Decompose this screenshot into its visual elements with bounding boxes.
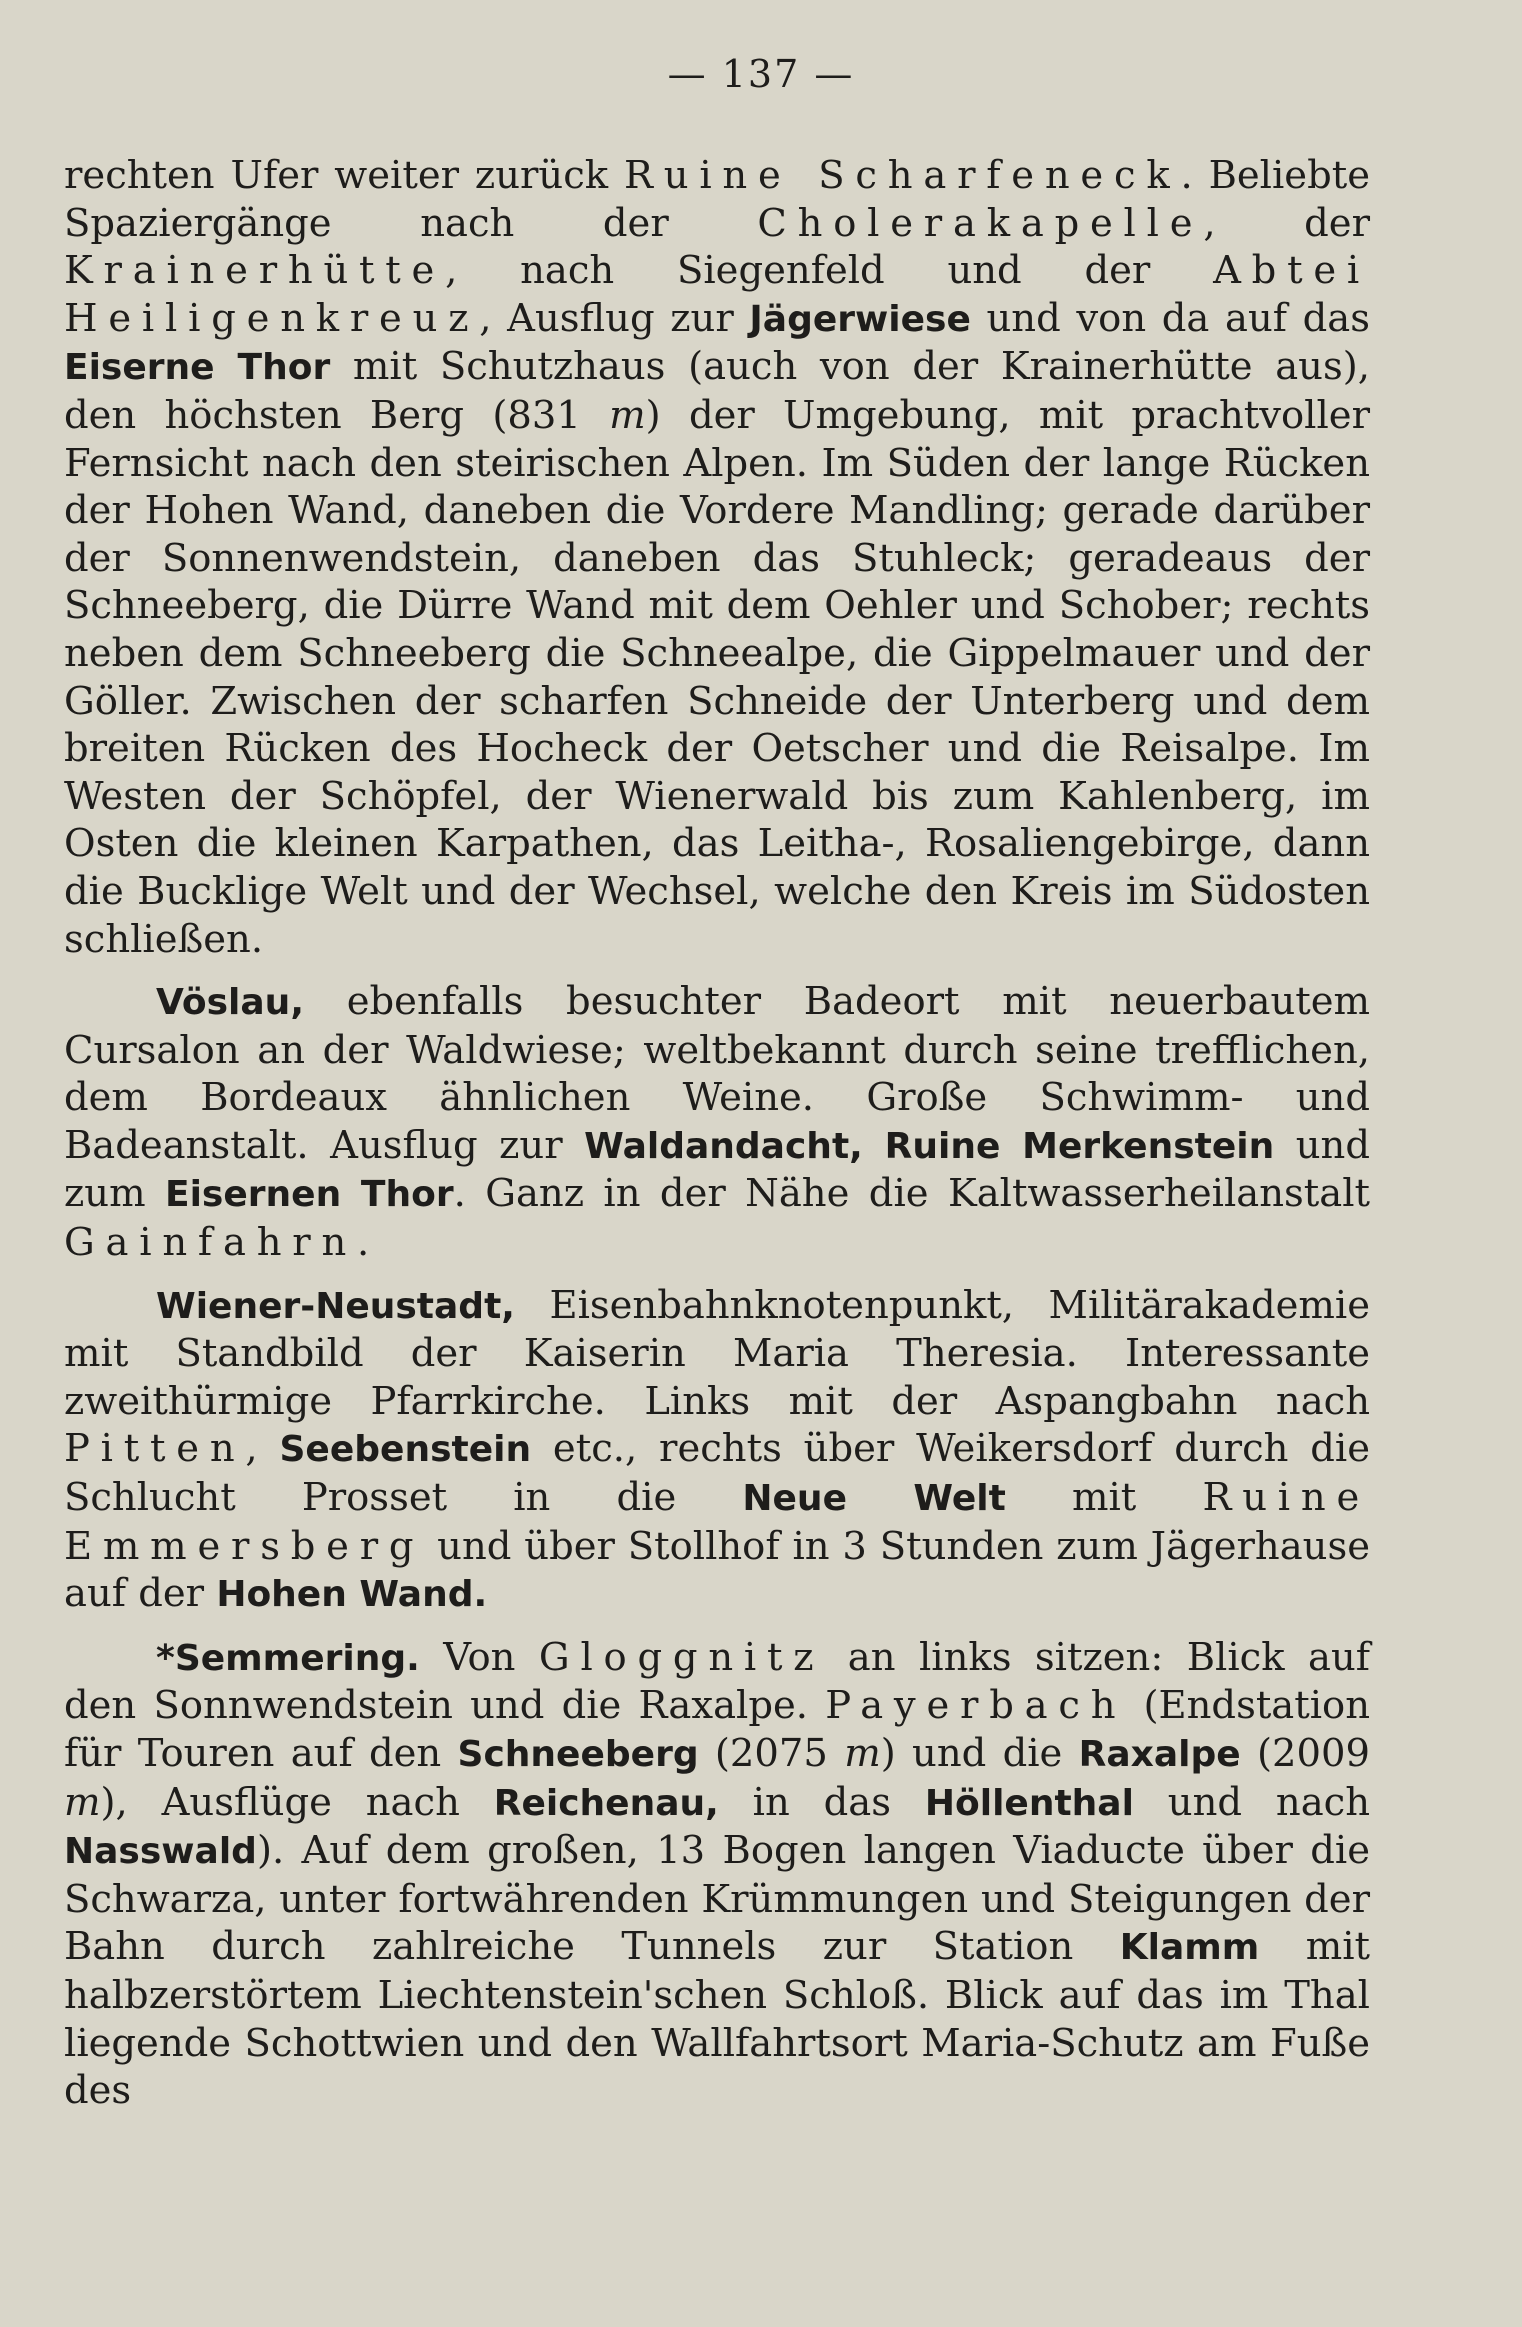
text-run: . xyxy=(357,1220,370,1266)
paragraph xyxy=(64,978,1370,1267)
text-run: m xyxy=(64,1779,101,1825)
spaced-name: Ruine Emmersberg xyxy=(64,1475,1371,1569)
bold-place-name: Höllenthal xyxy=(924,1782,1134,1824)
text-run: , xyxy=(245,1426,280,1472)
bold-place-name: Eiserne Thor xyxy=(64,347,331,389)
paragraph xyxy=(64,1634,1370,2115)
bold-place-name: Vöslau, xyxy=(156,982,304,1024)
bold-place-name: *Semmering. xyxy=(156,1637,420,1679)
spaced-name: Gloggnitz xyxy=(538,1634,825,1680)
spaced-name: Ruine Scharfeneck xyxy=(624,153,1181,198)
text-run: Eisenbahnknotenpunkt, Militärakademie mit Standbild der Kaiserin Maria Theresia. Interessante zweithürmige Pfarrkirche. Links mit der Aspangbahn nach xyxy=(64,1282,1370,1424)
text-run: . Beliebte Spaziergänge nach der xyxy=(64,153,1370,246)
spaced-name: Pitten xyxy=(64,1426,246,1472)
text-run: ) und die xyxy=(880,1731,1079,1776)
paragraph xyxy=(64,152,1370,963)
text-run: etc., rechts über Weikersdorf durch die Schlucht Prosset in die xyxy=(64,1426,1370,1521)
spaced-name: Payerbach xyxy=(825,1683,1127,1729)
text-run: . Ganz in der Nähe die Kaltwasserheilanstalt xyxy=(453,1171,1370,1217)
text-run: mit halbzerstörtem Liechtenstein'schen Schloß. Blick auf das im Thal liegende Schottwien und den Wallfahrtsort Maria-Schutz am Fuße des xyxy=(64,1924,1371,2114)
bold-place-name: Reichenau, xyxy=(493,1782,719,1824)
text-run: , Ausflug zur xyxy=(479,295,750,341)
text-run: in das xyxy=(718,1779,925,1825)
text-run: rechten Ufer weiter zurück xyxy=(64,153,624,198)
text-run: , der xyxy=(1203,200,1370,246)
page-number: — 137 — xyxy=(667,52,855,96)
spaced-name: Abtei Heiligenkreuz xyxy=(64,248,1370,341)
text-run: , nach Siegenfeld und der xyxy=(445,248,1214,294)
text-run: mit Schutzhaus (auch von der Krainerhütte aus), den höchsten Berg (831 xyxy=(64,344,1370,438)
spaced-name: Gainfahrn xyxy=(64,1220,358,1266)
bold-place-name: Neue Welt xyxy=(742,1478,1006,1520)
bold-place-name: Raxalpe xyxy=(1078,1734,1241,1775)
text-run: m xyxy=(844,1731,881,1776)
bold-place-name: Jägerwiese xyxy=(749,298,971,340)
text-body xyxy=(64,152,1370,2115)
bold-place-name: Waldandacht, Ruine Merkenstein xyxy=(584,1125,1275,1167)
spaced-name: Cholerakapelle xyxy=(757,200,1204,246)
bold-place-name: Klamm xyxy=(1119,1927,1260,1969)
paragraph xyxy=(64,1282,1370,1619)
text-run: an links sitzen: Blick auf den Sonnwendstein und die Raxalpe. xyxy=(64,1634,1370,1729)
text-run: (2009 xyxy=(1240,1731,1371,1776)
text-run: Von xyxy=(419,1634,539,1680)
text-run: und von da auf das xyxy=(970,295,1370,341)
text-run: und über Stollhof in 3 Stunden zum Jägerhause auf der xyxy=(64,1523,1370,1617)
text-run: ) der Umgebung, mit prachtvoller Fernsicht nach den steirischen Alpen. Im Süden der lange Rücken der Hohen Wand, daneben die Vordere Mandling; gerade darüber der Sonnenwendstein, daneben das Stuhleck; geradeaus der Schneeberg, die Dürre Wand mit dem Oehler und Schober; rechts neben dem Schneeberg die Schneealpe, die Gippelmauer und der Göller. Zwischen der scharfen Schneide der Unterberg und dem breiten Rücken des Hocheck der Oetscher und die Reisalpe. Im Westen der Schöpfel, der Wienerwald bis zum Kahlenberg, im Osten die kleinen Karpathen, das Leitha-, Rosaliengebirge, dann die Bucklige Welt und der Wechsel, welche den Kreis im Südosten schließen. xyxy=(64,392,1370,962)
text-run: ), Ausflüge nach xyxy=(100,1779,494,1825)
bold-place-name: Nasswald xyxy=(64,1831,257,1873)
bold-place-name: Seebenstein xyxy=(279,1429,532,1471)
text-run: (2075 xyxy=(698,1731,845,1776)
text-run: m xyxy=(609,392,646,438)
bold-place-name: Schneeberg xyxy=(457,1734,699,1775)
text-run: und nach xyxy=(1133,1779,1370,1825)
text-run: mit xyxy=(1005,1475,1203,1521)
bold-place-name: Eisernen Thor xyxy=(165,1174,454,1216)
text-run: und zum xyxy=(64,1122,1370,1217)
bold-place-name: Wiener-Neustadt, xyxy=(156,1285,515,1327)
spaced-name: Krainerhütte xyxy=(64,248,446,294)
text-run: ebenfalls besuchter Badeort mit neuerbautem Cursalon an der Waldwiese; weltbekannt durch seine trefflichen, dem Bordeaux ähnlichen Weine. Große Schwimm- und Badeanstalt. Ausflug zur xyxy=(64,979,1370,1168)
text-run: ). Auf dem großen, 13 Bogen langen Viaducte über die Schwarza, unter fortwährenden Krümmungen und Steigungen der Bahn durch zahlreiche Tunnels zur Station xyxy=(64,1828,1370,1970)
text-run: (Endstation für Touren auf den xyxy=(64,1683,1371,1776)
bold-place-name: Hohen Wand. xyxy=(216,1574,488,1616)
